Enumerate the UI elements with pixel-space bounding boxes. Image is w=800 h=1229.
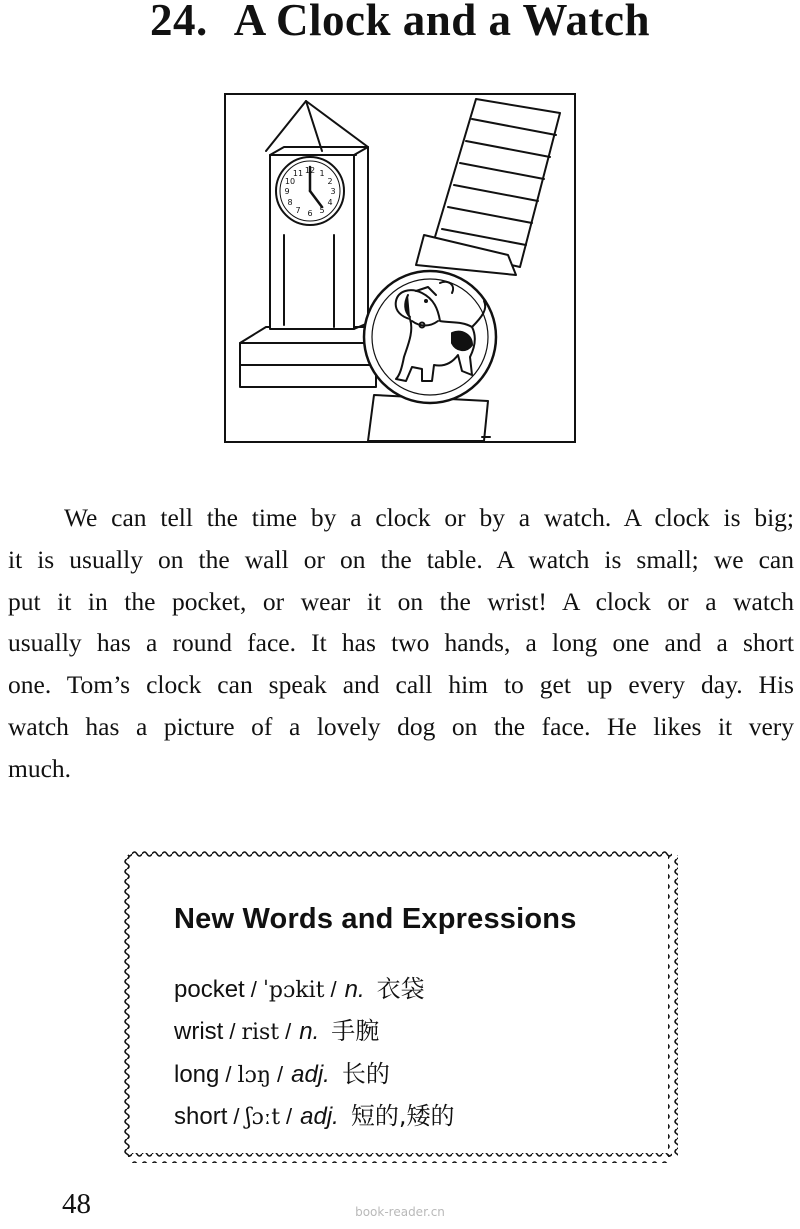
numeral-8: 8: [287, 198, 293, 207]
passage-line: usually has a round face. It has two hands, a long one and a short: [8, 628, 794, 658]
vocab-word: short: [174, 1103, 228, 1130]
vocab-phonetic: ʃɔːt: [245, 1105, 281, 1130]
vocab-phonetic: lɔŋ: [237, 1063, 272, 1088]
vocab-phonetic: rist: [241, 1020, 280, 1045]
page-number: 48: [62, 1188, 91, 1220]
slash: /: [225, 1062, 232, 1087]
lesson-title: [0, 0, 800, 46]
numeral-12: 12: [304, 166, 316, 175]
slash: /: [233, 1104, 240, 1129]
vocab-word: long: [174, 1061, 220, 1088]
vocab-entry-wrist: [174, 1011, 379, 1046]
lesson-number: 24.: [149, 0, 208, 45]
vocab-part-of-speech: n.: [299, 1018, 320, 1045]
wristwatch-icon: [364, 99, 560, 441]
passage-line: watch has a picture of a lovely dog on the face. He likes it very: [8, 711, 794, 741]
vocab-word: wrist: [174, 1018, 224, 1045]
vocab-entry-pocket: [174, 969, 425, 1004]
vocab-phonetic: ˈpɔkit: [262, 978, 325, 1003]
passage-line: it is usually on the wall or on the table. A watch is small; we can: [8, 544, 794, 574]
vocabulary-heading: New Words and Expressions: [174, 903, 577, 935]
numeral-1: 1: [319, 169, 325, 178]
vocab-entry-short: [174, 1096, 455, 1131]
numeral-10: 10: [284, 177, 296, 186]
vocab-meaning: 手腕: [331, 1017, 380, 1045]
numeral-3: 3: [330, 187, 336, 196]
slash: /: [277, 1062, 284, 1087]
watermark: book-reader.cn: [355, 1205, 445, 1219]
numeral-11: 11: [292, 169, 304, 178]
vocab-part-of-speech: adj.: [300, 1103, 339, 1130]
lesson-title-text: A Clock and a Watch: [233, 0, 650, 45]
passage-line: We can tell the time by a clock or by a watch. A clock is big;: [64, 503, 794, 532]
slash: /: [250, 977, 257, 1002]
numeral-4: 4: [327, 198, 333, 207]
passage-line: one. Tom’s clock can speak and call him to get up every day. His: [8, 670, 794, 700]
reading-passage: [8, 497, 794, 790]
passage-line: much.: [8, 753, 72, 783]
slash: /: [229, 1019, 236, 1044]
slash: /: [330, 977, 337, 1002]
numeral-2: 2: [327, 177, 333, 186]
passage-line: put it in the pocket, or wear it on the wrist! A clock or a watch: [8, 586, 794, 616]
vocab-word: pocket: [174, 976, 245, 1003]
clock-and-watch-illustration: [226, 95, 574, 441]
illustration-frame: [224, 93, 576, 443]
clock-tower-icon: [266, 101, 368, 329]
numeral-7: 7: [295, 206, 301, 215]
vocab-meaning: 衣袋: [376, 975, 425, 1003]
slash: /: [285, 1019, 292, 1044]
numeral-6: 6: [307, 209, 313, 218]
numeral-5: 5: [319, 206, 325, 215]
vocab-meaning: 短的,矮的: [350, 1102, 455, 1130]
vocab-meaning: 长的: [341, 1060, 390, 1088]
vocab-part-of-speech: n.: [344, 976, 365, 1003]
vocabulary-box: [122, 849, 678, 1163]
vocab-part-of-speech: adj.: [291, 1061, 330, 1088]
clock-tower-base: [240, 327, 376, 387]
vocab-entry-long: [174, 1054, 390, 1089]
numeral-9: 9: [284, 187, 290, 196]
slash: /: [286, 1104, 293, 1129]
